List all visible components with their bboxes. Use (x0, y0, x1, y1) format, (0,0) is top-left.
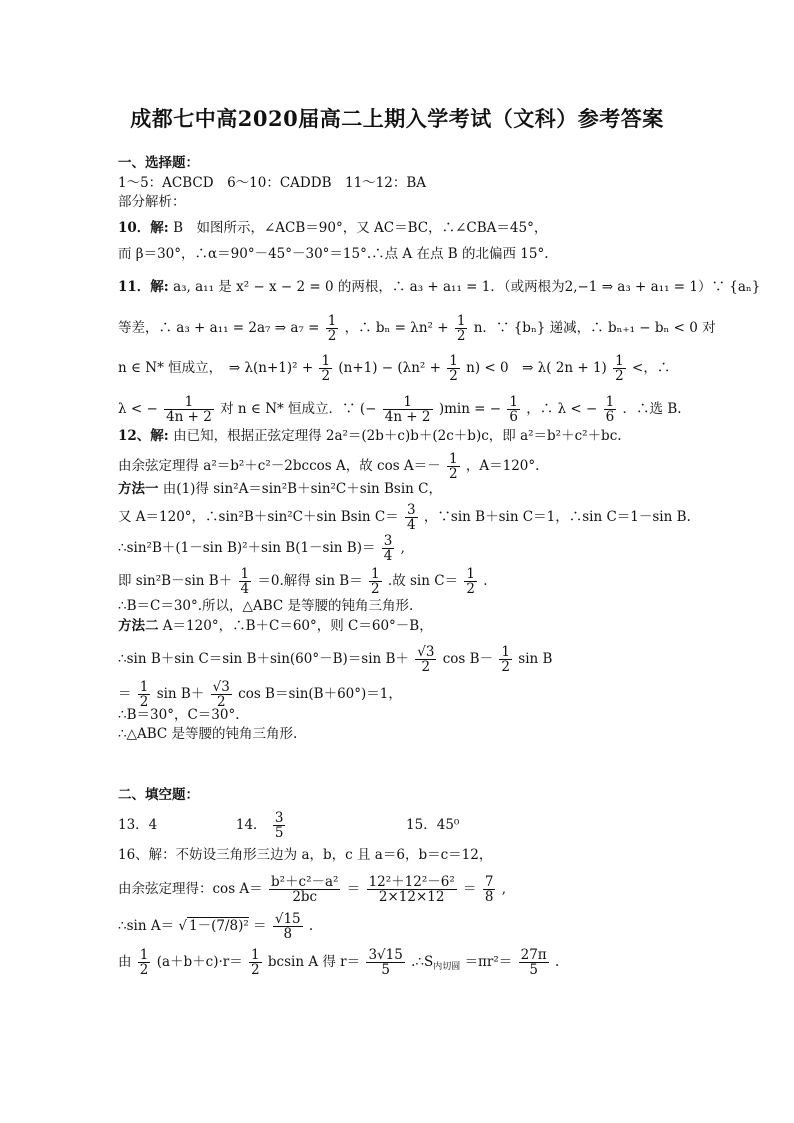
q15-answer: 15．45⁰ (406, 817, 460, 833)
choice-answers: 1～5：ACBCD 6～10：CADDB 11～12：BA (118, 175, 427, 191)
q13-answer: 13．4 (118, 817, 158, 833)
fraction-half: $\frac{1}{2}$ (449, 353, 458, 384)
q12-line-2 (118, 452, 539, 481)
q16-line-4 (118, 948, 559, 977)
q11-text-4b: 对 n ∈ N* 恒成立．∵ (− (220, 401, 377, 417)
q12-m1-text-4d: . (483, 573, 488, 589)
equals-sign: ＝ (463, 881, 477, 897)
period: . (554, 954, 560, 970)
fraction-half: $\frac{1}{2}$ (321, 353, 331, 384)
q12-method2-line-5: ∴△ABC 是等腰的钝角三角形. (118, 726, 298, 742)
q16-line-2 (118, 875, 506, 904)
fraction-half: $\frac{1}{2}$ (327, 313, 337, 344)
q12-m1-text-1: 由(1)得 sin²A＝sin²B＋sin²C＋sin Bsin C， (162, 481, 442, 497)
q12-method2-line-4: ∴B＝30°，C＝30°. (118, 707, 240, 723)
equals-sign: ＝ (253, 918, 267, 934)
q11-text-3d: <，∴ (632, 360, 671, 376)
q14-label: 14． (235, 817, 267, 833)
q11-text-2a: 等差，∴ a₃ + a₁₁ = 2a₇ ⇒ a₇ = (118, 320, 320, 336)
q16-text-4d: .∴S (411, 954, 434, 970)
q12-method2-line-2 (118, 645, 552, 674)
q12-text-2a: 由余弦定理得 a²＝b²＋c²－2bccos A，故 cos A＝－ (118, 458, 441, 474)
q16-line-1: 16、解：不妨设三角形三边为 a，b，c 且 a＝6，b＝c＝12， (118, 847, 493, 863)
q16-text-4f: ＝πr²＝ (464, 954, 513, 970)
fraction-half: $\frac{1}{2}$ (501, 644, 510, 675)
q11-text-3b: (n+1) − (λn² + (338, 360, 441, 376)
q12-method1-line-5: ∴B＝C＝30°.所以，△ABC 是等腰的钝角三角形. (118, 598, 414, 614)
q12-label: 12、解: (118, 428, 169, 444)
q11-label: 11．解: (118, 279, 169, 295)
q12-method1-line-3 (118, 534, 405, 563)
q12-m1-text-2a: 又 A＝120°，∴sin²B＋sin²C＋sin Bsin C＝ (118, 509, 399, 525)
fraction-three-quarters: $\frac{3}{4}$ (383, 533, 393, 564)
q16-fraction-7-8: $\frac{7}{8}$ (484, 874, 494, 905)
fraction-1-over-4n2: $\frac{1}{4n + 2}$ (384, 394, 431, 425)
method-2-label: 方法二 (118, 618, 159, 634)
q11-text-2b: ，∴ bₙ = λn² + (344, 320, 449, 336)
q12-method1-line-4 (118, 567, 488, 596)
q10-line-1 (118, 219, 547, 237)
equals-sign: ＝ (346, 881, 361, 897)
q16-fraction-cos: $\frac{\text{b²＋c²－a²}}{2bc}$ (270, 874, 339, 905)
q16-text-4c: bcsin A 得 r＝ (267, 954, 361, 970)
comma: , (501, 881, 507, 897)
q11-text-1: a₃, a₁₁ 是 x² − x − 2 = 0 的两根，∴ a₃ + a₁₁ = 1．（或两根为2,−1 ⇒ a₃ + a₁₁ = 1）∵ {aₙ} (173, 279, 761, 295)
fraction-three-quarters: $\frac{3}{4}$ (407, 502, 416, 533)
q12-m1-text-4c: .故 sin C＝ (387, 573, 459, 589)
q12-line-1 (118, 427, 622, 445)
q11-line-3 (118, 354, 670, 383)
q16-fraction-area: $\frac{27\pi}{5}$ (520, 947, 547, 978)
q16-fraction-r: $\frac{3√15}{5}$ (368, 947, 403, 978)
q14-answer-fraction: $\frac{3}{5}$ (274, 810, 284, 841)
fraction-half: $\frac{1}{2}$ (139, 679, 149, 710)
q11-text-3a: n ∈ N* 恒成立， ⇒ λ(n+1)² + (118, 360, 314, 376)
fraction-half: $\frac{1}{2}$ (251, 947, 260, 978)
partial-analysis-label: 部分解析： (118, 194, 186, 210)
q12-method2-line-3 (118, 680, 402, 709)
q10-line-2: 而 β＝30°，∴α＝90°－45°－30°＝15°.∴点 A 在点 B 的北偏西 15°. (118, 246, 549, 262)
fraction-half: $\frac{1}{2}$ (615, 353, 624, 384)
method-1-label: 方法一 (118, 481, 159, 497)
q16-text-4b: (a＋b＋c)·r＝ (156, 954, 243, 970)
q12-text-1: 由已知，根据正弦定理得 2a²＝(2b＋c)b＋(2c＋b)c，即 a²＝b²＋c²＋bc. (173, 428, 622, 444)
q12-m1-text-4a: 即 sin²B－sin B＋ (118, 573, 233, 589)
q11-line-4 (118, 395, 682, 424)
fraction-1-over-4n2: $\frac{1}{4n + 2}$ (166, 394, 212, 425)
q11-line-1 (118, 278, 760, 296)
section-1-heading: 一、选择题： (118, 155, 199, 171)
fraction-1-over-6: $\frac{1}{6}$ (605, 394, 615, 425)
q12-m1-text-3b: , (400, 540, 405, 556)
q12-m1-text-4b: ＝0.解得 sin B＝ (257, 573, 363, 589)
fraction-sqrt3-over-2: $\frac{√3}{2}$ (212, 679, 230, 710)
q16-text-3a: ∴sin A＝ (118, 918, 175, 934)
fraction-1-over-6: $\frac{1}{6}$ (509, 394, 518, 425)
q12-m2-text-3a: ＝ (118, 686, 132, 702)
sqrt-sign-icon: √ (178, 918, 187, 934)
fraction-half: $\frac{1}{2}$ (448, 451, 458, 482)
fraction-half: $\frac{1}{2}$ (466, 566, 475, 597)
fraction-sqrt3-over-2: $\frac{√3}{2}$ (417, 644, 435, 675)
q16-fraction-sqrt15-8: $\frac{√15}{8}$ (274, 911, 301, 942)
q11-text-4e: ．∴选 B. (622, 401, 682, 417)
q12-method2-line-1 (118, 617, 433, 635)
q12-m2-text-2c: sin B (518, 651, 553, 667)
q12-m2-text-2b: cos B－ (442, 651, 494, 667)
q10-label: 10．解: (118, 220, 169, 236)
q12-m2-text-3b: sin B＋ (156, 686, 205, 702)
section-2-heading: 二、填空题： (118, 787, 199, 803)
q16-fraction-numeric: $\frac{\text{12²＋12²－6²}}{2\times 12\times 12}$ (368, 874, 455, 905)
fraction-half: $\frac{1}{2}$ (139, 947, 149, 978)
q12-text-2b: ，A＝120°. (465, 458, 540, 474)
q12-method1-line-2 (118, 503, 691, 532)
q16-subscript: 内切圆 (433, 962, 461, 972)
q11-text-3c: n) < 0 ⇒ λ( 2n + 1) (466, 360, 607, 376)
q12-method1-line-1 (118, 480, 442, 498)
q12-m2-text-2a: ∴sin B＋sin C＝sin B＋sin(60°－B)＝sin B＋ (118, 651, 409, 667)
q16-line-3 (118, 912, 313, 941)
q16-text-4a: 由 (118, 954, 132, 970)
q11-text-4a: λ < − (118, 401, 158, 417)
q11-text-4d: ，∴ λ < − (526, 401, 598, 417)
q10-text-1: B 如图所示，∠ACB＝90°，又 AC＝BC，∴∠CBA＝45°， (173, 220, 548, 236)
q16-sqrt-content: 1－(7/8)² (188, 918, 249, 934)
fraction-quarter: $\frac{1}{4}$ (240, 566, 250, 597)
fraction-half: $\frac{1}{2}$ (371, 566, 380, 597)
page-title: 成都七中高2020届高二上期入学考试（文科）参考答案 (130, 106, 664, 131)
fraction-half: $\frac{1}{2}$ (456, 313, 466, 344)
q12-m1-text-3a: ∴sin²B＋(1－sin B)²＋sin B(1－sin B)＝ (118, 540, 376, 556)
q11-text-2c: n．∵ {bₙ} 递减，∴ bₙ₊₁ − bₙ < 0 对 (473, 320, 716, 336)
period: . (308, 918, 314, 934)
fill-blank-answers (118, 811, 459, 840)
q12-m1-text-2b: ，∵sin B＋sin C＝1，∴sin C＝1－sin B. (423, 509, 691, 525)
q16-text-2a: 由余弦定理得：cos A＝ (118, 881, 263, 897)
q12-m2-text-1: A＝120°，∴B＋C＝60°，则 C＝60°－B， (162, 618, 433, 634)
q11-text-4c: )min = − (438, 401, 502, 417)
q11-line-2 (118, 314, 716, 343)
q12-m2-text-3c: cos B＝sin(B＋60°)＝1， (238, 686, 402, 702)
